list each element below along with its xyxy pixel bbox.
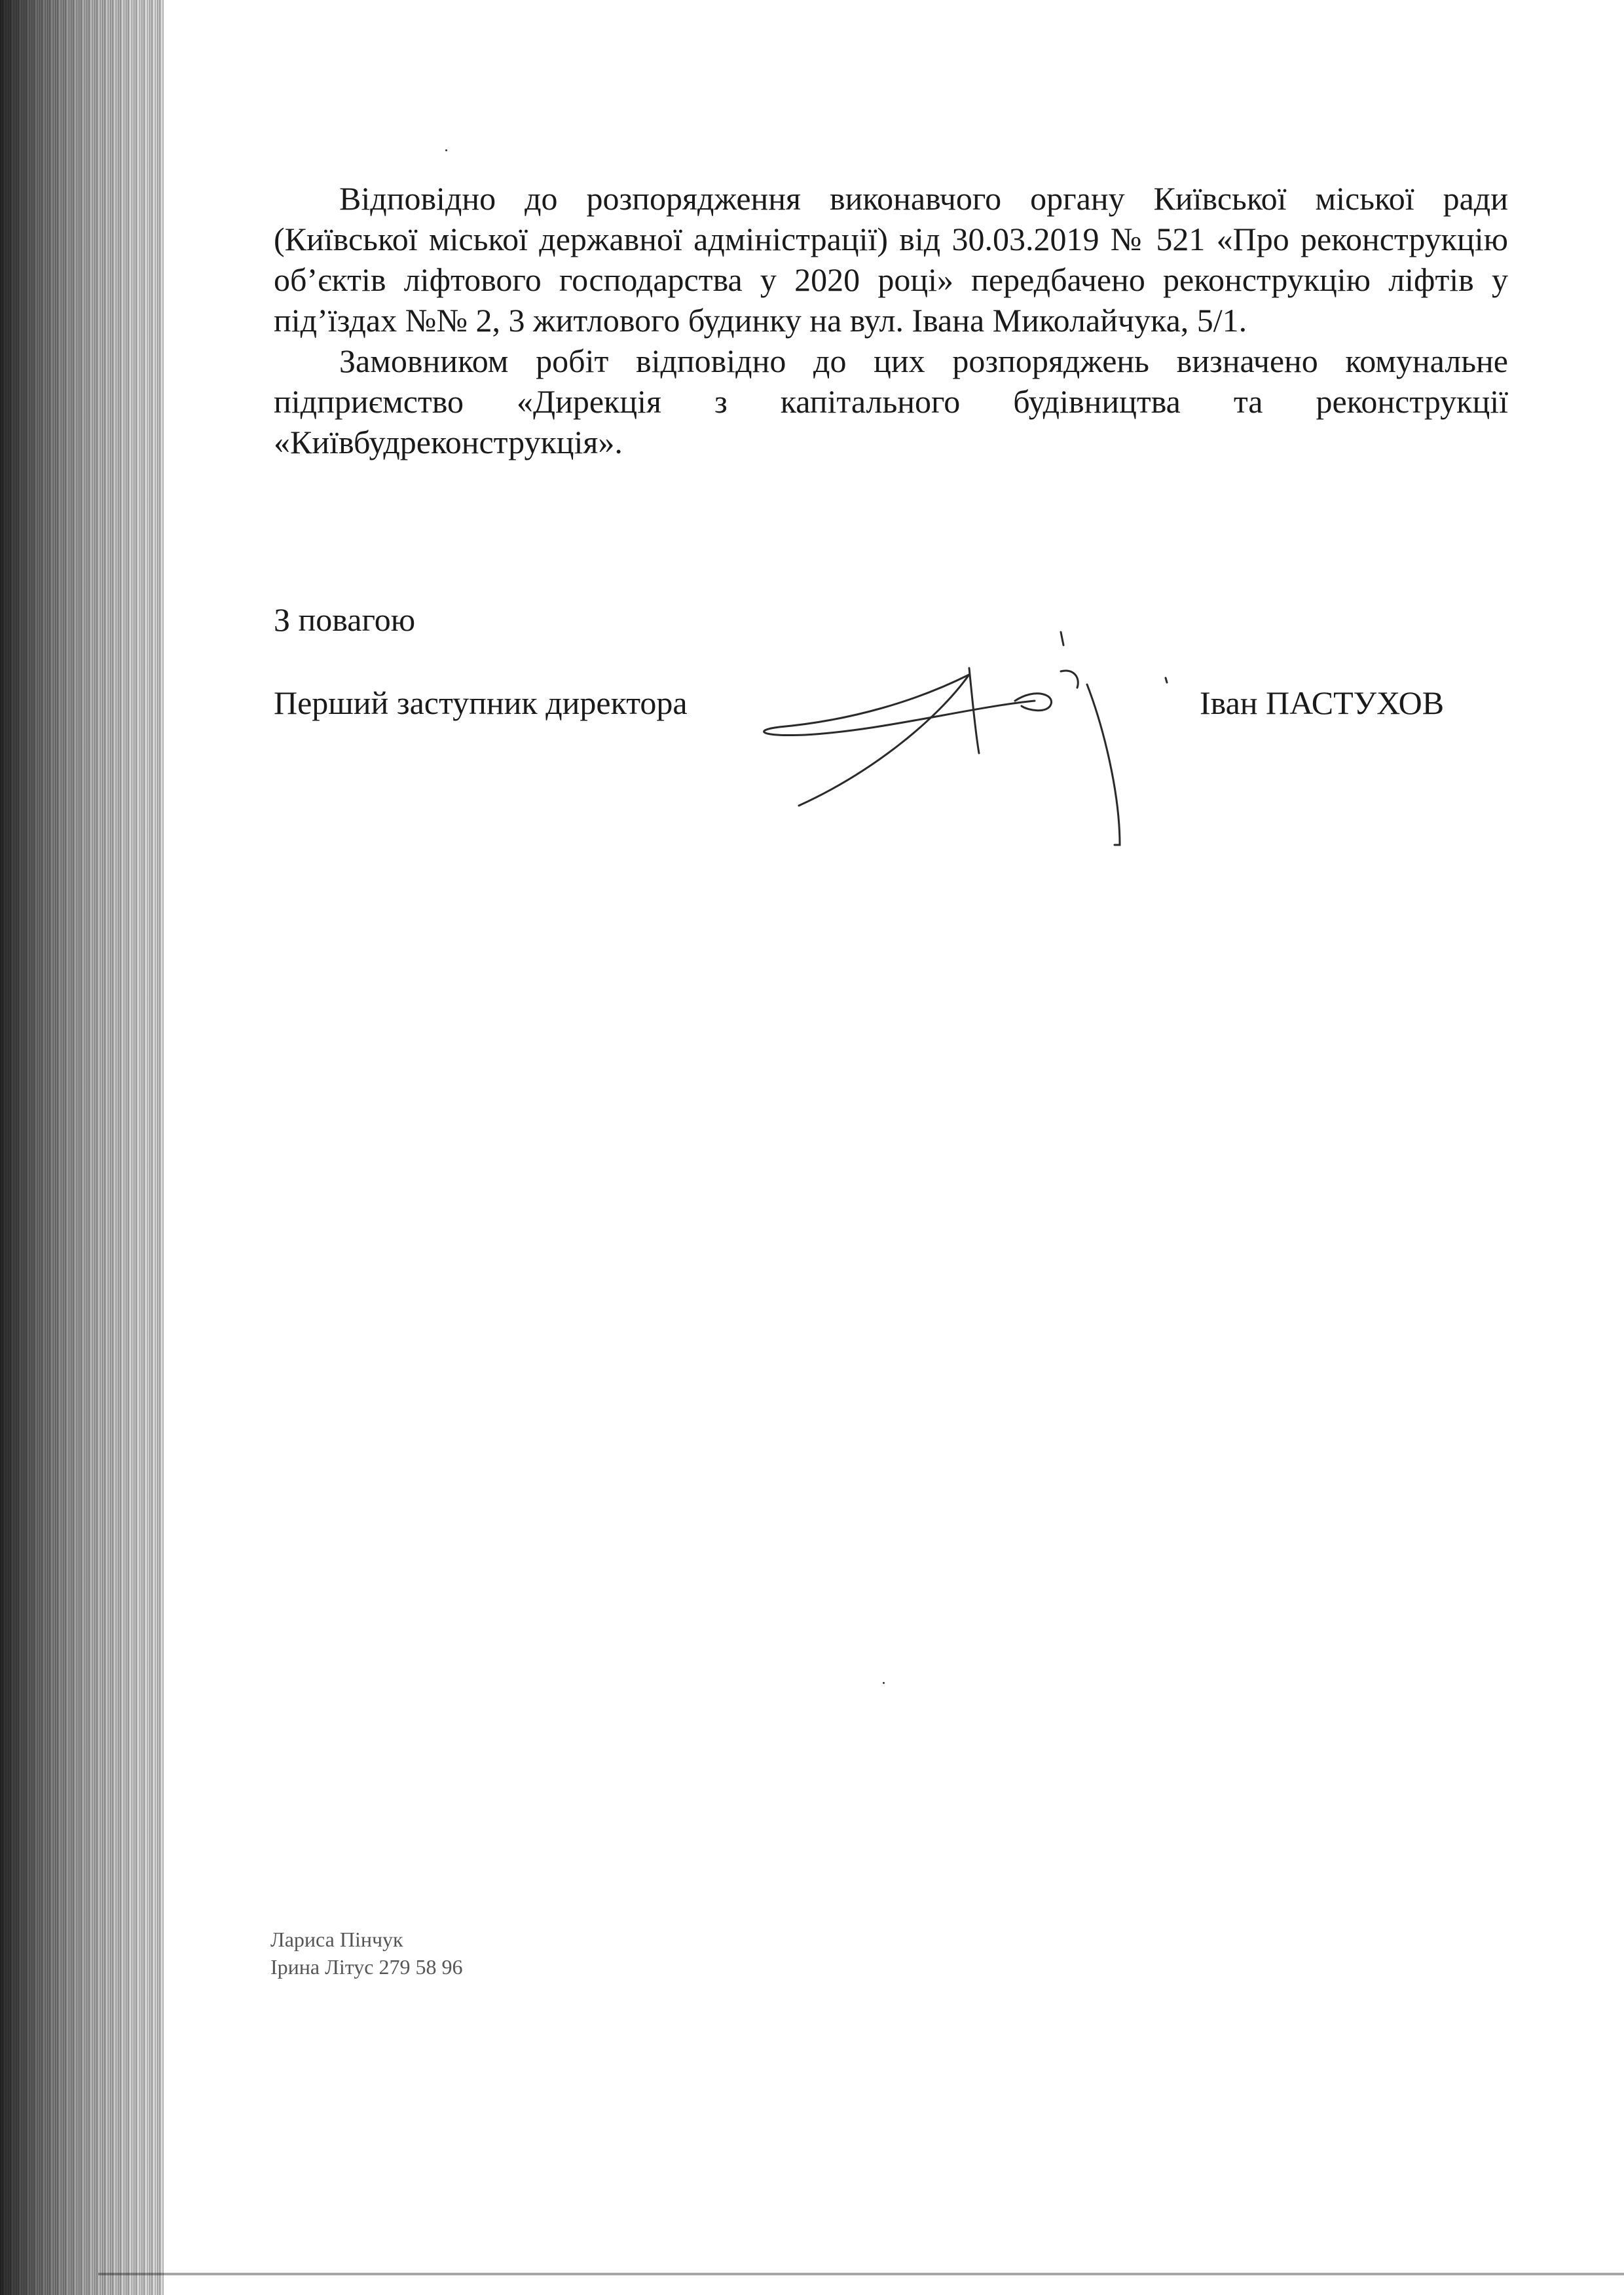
- letter-paragraph-1: Відповідно до розпорядження виконавчого органу Київської міської ради (Київської міської державної адміністрації) від 30.03.2019 № 521 «Про реконструкцію об’єктів ліфтового господарства у 2020 році» передбачено реконструкцію ліфтів у під’їздах №№ 2, 3 житлового будинку на вул. Івана Миколайчука, 5/1.: [274, 180, 1508, 339]
- signature-stroke: [1087, 684, 1120, 845]
- signature-stroke: [1061, 632, 1063, 645]
- closing-greeting: З повагою: [274, 601, 416, 638]
- signature-stroke: [799, 675, 969, 806]
- letter-body: [274, 178, 1508, 462]
- signature-stroke: [1061, 671, 1078, 688]
- scan-speck: [445, 149, 447, 151]
- handwritten-signature: [753, 622, 1179, 851]
- signature-stroke: [764, 675, 1035, 736]
- scan-binding-shadow: [0, 0, 164, 2295]
- executors-block: [270, 1926, 462, 1981]
- signer-title: Перший заступник директора: [274, 684, 688, 721]
- executor-line-1: Лариса Пінчук: [270, 1928, 403, 1951]
- signature-stroke: [1166, 678, 1167, 682]
- scan-bottom-edge: [98, 2273, 1624, 2275]
- signer-name: Іван ПАСТУХОВ: [1200, 684, 1445, 721]
- letter-paragraph-2: Замовником робіт відповідно до цих розпоряджень визначено комунальне підприємство «Дирекція з капітального будівництва та реконструкції «Київбудреконструкція».: [274, 343, 1508, 460]
- executor-line-2: Ірина Літус 279 58 96: [270, 1955, 463, 1979]
- scan-speck: [883, 1682, 885, 1684]
